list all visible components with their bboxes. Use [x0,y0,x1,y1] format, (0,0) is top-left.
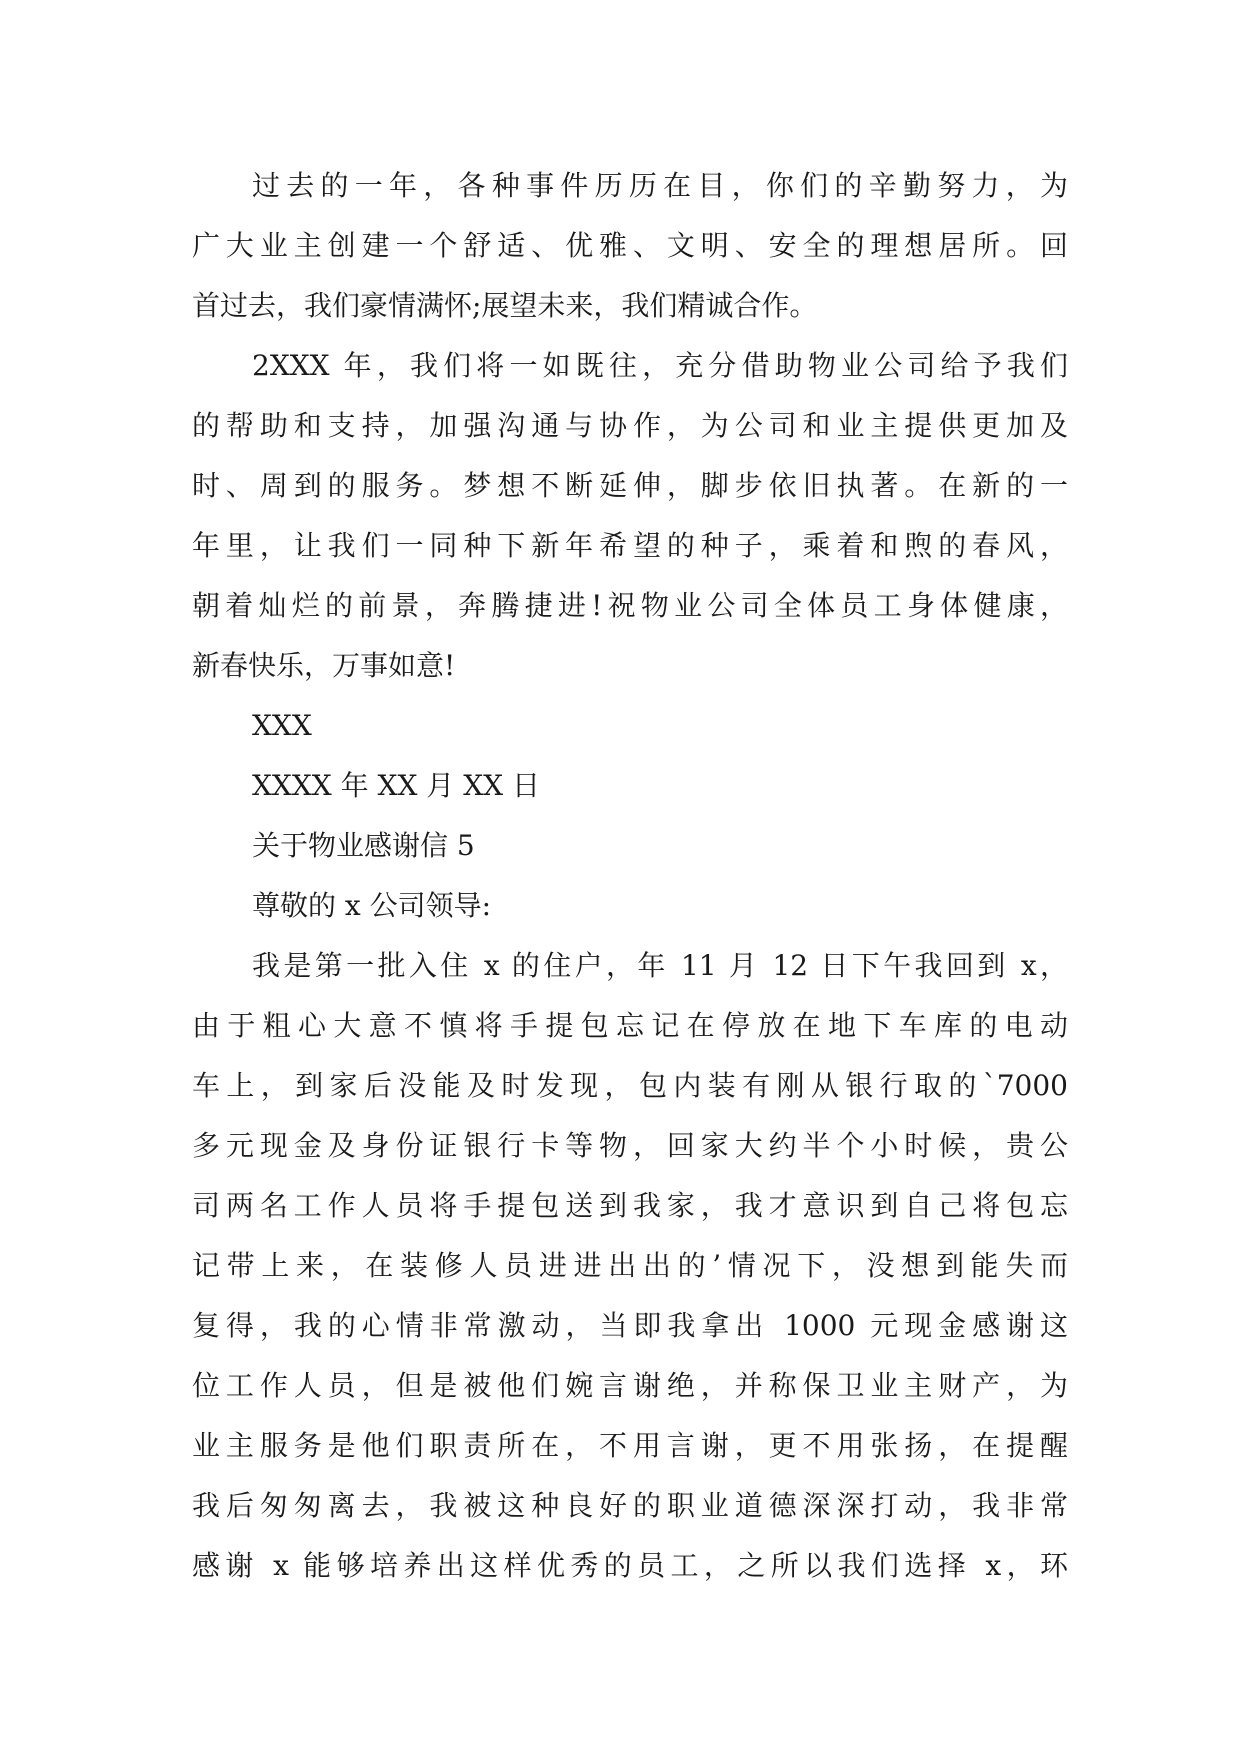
text-line: 位工作人员，但是被他们婉言谢绝，并称保卫业主财产，为 [192,1369,1068,1402]
text-line: 2XXX 年，我们将一如既往，充分借助物业公司给予我们 [252,349,1068,382]
text-line: 时、周到的服务。梦想不断延伸，脚步依旧执著。在新的一 [192,469,1068,502]
text-line: 我是第一批入住 x 的住户，年 11 月 12 日下午我回到 x， [252,949,1068,982]
text-line: 感谢 x 能够培养出这样优秀的员工，之所以我们选择 x，环 [192,1549,1068,1582]
text-line: 新春快乐，万事如意! [192,649,456,682]
text-line: 我后匆匆离去，我被这种良好的职业道德深深打动，我非常 [192,1489,1068,1522]
text-line: 过去的一年，各种事件历历在目，你们的辛勤努力，为 [252,169,1068,202]
text-line: 首过去，我们豪情满怀;展望未来，我们精诚合作。 [192,289,818,322]
text-line: 尊敬的 x 公司领导: [252,889,492,922]
text-line: XXX [252,709,312,742]
text-line: 关于物业感谢信 5 [252,829,475,862]
text-line: 记带上来，在装修人员进进出出的’情况下，没想到能失而 [192,1249,1068,1282]
text-line: 的帮助和支持，加强沟通与协作，为公司和业主提供更加及 [192,409,1068,442]
text-line: XXXX 年 XX 月 XX 日 [252,769,540,802]
text-line: 复得，我的心情非常激动，当即我拿出 1000 元现金感谢这 [192,1309,1068,1342]
text-line: 由于粗心大意不慎将手提包忘记在停放在地下车库的电动 [192,1009,1068,1042]
letter-body [192,156,1068,1596]
text-line: 司两名工作人员将手提包送到我家，我才意识到自己将包忘 [192,1189,1068,1222]
text-line: 广大业主创建一个舒适、优雅、文明、安全的理想居所。回 [192,229,1068,262]
text-line: 年里，让我们一同种下新年希望的种子，乘着和煦的春风， [192,529,1068,562]
text-line: 车上，到家后没能及时发现，包内装有刚从银行取的`7000 [192,1069,1068,1102]
text-line: 多元现金及身份证银行卡等物，回家大约半个小时候，贵公 [192,1129,1068,1162]
text-line: 朝着灿烂的前景，奔腾捷进!祝物业公司全体员工身体健康， [192,589,1068,622]
text-line: 业主服务是他们职责所在，不用言谢，更不用张扬，在提醒 [192,1429,1068,1462]
